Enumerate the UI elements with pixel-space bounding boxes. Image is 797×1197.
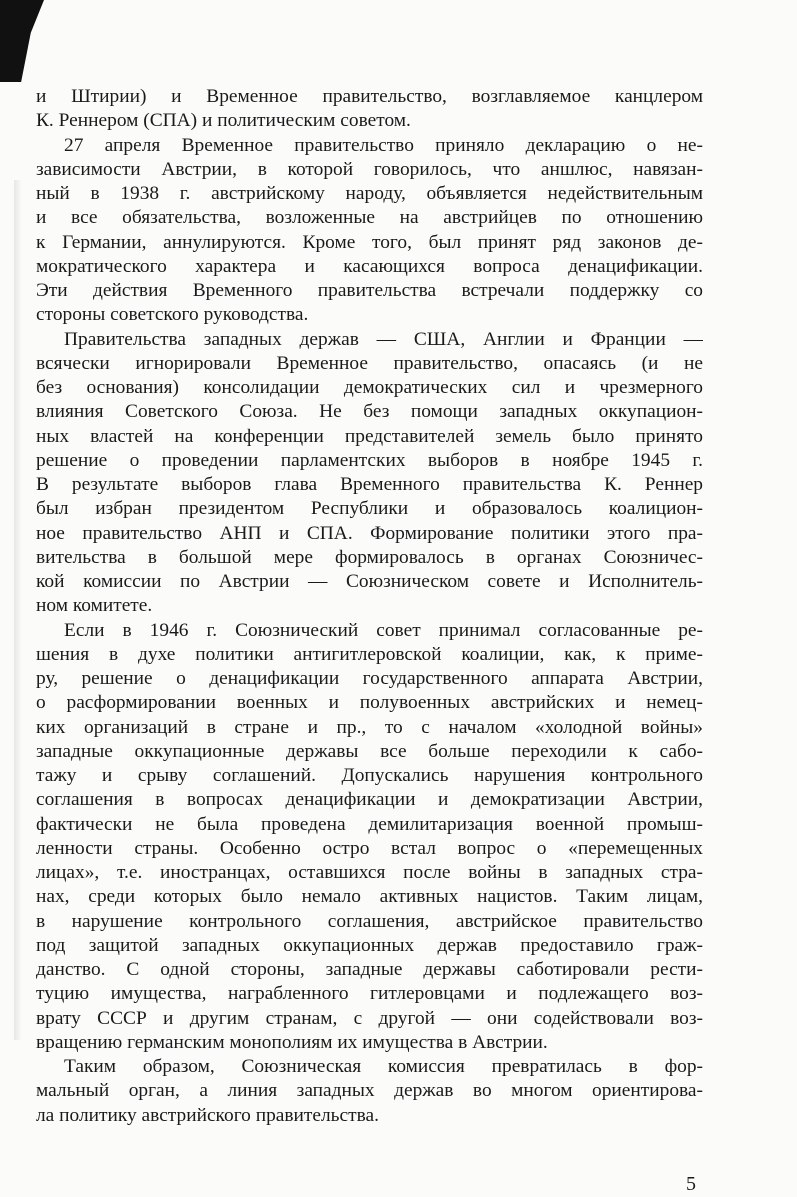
body-text [36, 85, 703, 1128]
text-line: данство. С одной стороны, западные державы саботировали рести- [36, 959, 703, 980]
text-line: тажу и срыву соглашений. Допускались нарушения контрольного [36, 765, 703, 786]
text-line: врату СССР и другим странам, с другой — они содействовали воз- [36, 1007, 703, 1029]
text-line: к Германии, аннулируются. Кроме того, был принят ряд законов де- [36, 231, 703, 253]
text-line: зависимости Австрии, в которой говорилось, что аншлюс, навязан- [36, 158, 703, 180]
text-line: стороны советского руководства. [36, 304, 309, 326]
text-line: мальный орган, а линия западных держав во многом ориентирова- [36, 1080, 703, 1102]
text-line: под защитой западных оккупационных держав предоставило граж- [36, 934, 703, 956]
text-line: кой комиссии по Австрии — Союзническом совете и Исполнитель- [36, 571, 703, 592]
text-line: всячески игнорировали Временное правительство, опасаясь (и не [36, 352, 703, 374]
text-line: Эти действия Временного правительства встречали поддержку со [36, 280, 703, 301]
text-line: Правительства западных держав — США, Англии и Франции — [64, 328, 703, 350]
text-line: ру, решение о денацификации государственного аппарата Австрии, [36, 668, 703, 689]
text-line: ное правительство АНП и СПА. Формирование политики этого пра- [36, 522, 703, 544]
text-line: и Штирии) и Временное правительство, возглавляемое канцлером [36, 86, 703, 107]
paragraph-2 [36, 134, 703, 328]
text-line: ном комитете. [36, 595, 153, 617]
text-line: фактически не была проведена демилитаризация военной промыш- [36, 813, 703, 835]
scan-edge-shadow [0, 0, 44, 82]
text-line: Если в 1946 г. Союзнический совет принимал согласованные ре- [64, 619, 703, 641]
text-line: мократического характера и касающихся вопроса денацификации. [36, 255, 703, 277]
text-line: вительства в большой мере формировалось в органах Союзничес- [36, 546, 703, 568]
text-line: 27 апреля Временное правительство приняло декларацию о не- [64, 134, 703, 156]
paragraph-1 [36, 85, 703, 134]
text-line: влияния Советского Союза. Не без помощи западных оккупацион- [36, 401, 703, 423]
text-line: туцию имущества, награбленного гитлеровцами и подлежащего воз- [36, 983, 703, 1005]
paragraph-3 [36, 328, 703, 619]
text-line: был избран президентом Республики и образовалось коалицион- [36, 498, 703, 520]
text-line: ный в 1938 г. австрийскому народу, объявляется недействительным [36, 183, 703, 204]
text-line: и все обязательства, возложенные на австрийцев по отношению [36, 207, 703, 229]
text-line: лицах», т.е. иностранцах, оставшихся после войны в западных стра- [36, 862, 703, 883]
page-number: 5 [686, 1173, 696, 1195]
text-line: решение о проведении парламентских выборов в ноябре 1945 г. [36, 449, 703, 471]
text-line: К. Реннером (СПА) и политическим советом. [36, 110, 411, 132]
text-line: ла политику австрийского правительства. [36, 1104, 379, 1126]
scan-margin-shadow [14, 180, 22, 1040]
text-line: ленности страны. Особенно остро встал вопрос о «перемещенных [36, 837, 703, 859]
text-line: соглашения в вопросах денацификации и демократизации Австрии, [36, 789, 703, 811]
text-line: в нарушение контрольного соглашения, австрийское правительство [36, 910, 703, 932]
text-line: ких организаций в стране и пр., то с началом «холодной войны» [36, 716, 703, 738]
text-line: ных властей на конференции представителей земель было принято [36, 425, 703, 447]
text-line: Таким образом, Союзническая комиссия превратилась в фор- [64, 1056, 703, 1077]
text-line: без основания) консолидации демократических сил и чрезмерного [36, 377, 703, 398]
text-line: вращению германским монополиям их имущества в Австрии. [36, 1031, 548, 1053]
text-line: западные оккупационные державы все больше переходили к сабо- [36, 740, 703, 762]
text-line: о расформировании военных и полувоенных австрийских и немец- [36, 692, 703, 714]
text-line: нах, среди которых было немало активных нацистов. Таким лицам, [36, 886, 703, 908]
text-line: В результате выборов глава Временного правительства К. Реннер [36, 474, 703, 495]
paragraph-5 [36, 1055, 703, 1128]
paragraph-4 [36, 619, 703, 1056]
text-line: шения в духе политики антигитлеровской коалиции, как, к приме- [36, 643, 703, 665]
